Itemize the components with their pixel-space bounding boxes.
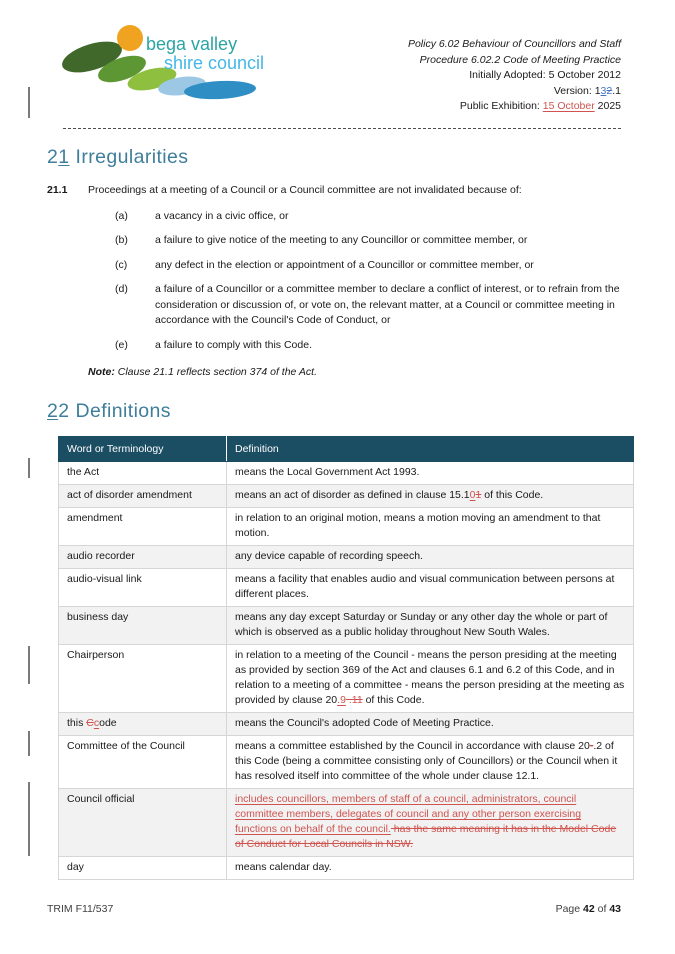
list-item-label: (b) (115, 234, 128, 246)
definition-cell: any device capable of recording speech. (227, 546, 634, 569)
document-meta (301, 37, 621, 115)
term-cell: act of disorder amendment (59, 485, 227, 508)
page-content (47, 146, 625, 880)
council-logo-icon (60, 24, 282, 100)
note-text: Clause 21.1 reflects section 374 of the Act. (114, 366, 317, 378)
definition-cell: means calendar day. (227, 857, 634, 880)
definition-cell: in relation to an original motion, means a motion moving an amendment to that motion. (227, 508, 634, 546)
column-header-term: Word or Terminology (59, 437, 227, 462)
svg-text:bega valley: bega valley (146, 34, 238, 54)
clause-21-1 (47, 183, 621, 199)
council-logo (60, 24, 282, 100)
table-row (59, 736, 634, 789)
definition-cell: in relation to a meeting of the Council - means the person presiding at the meeting as provided by section 369 of the Act and clauses 6.1 and 6.2 of this Code, and in relation to a meeting of a committee - means the person presiding at the meeting as provided by clause 20.9 .11 of this Code. (227, 645, 634, 713)
public-exhibition-line: Public Exhibition: 15 October 2025 (459, 100, 621, 113)
definition-cell: means an act of disorder as defined in clause 15.101 of this Code. (227, 485, 634, 508)
column-header-definition: Definition (227, 437, 634, 462)
term-cell: Committee of the Council (59, 736, 227, 789)
policy-title: Policy 6.02 Behaviour of Councillors and Staff (407, 38, 621, 50)
change-bar (28, 731, 30, 756)
list-item-text: a vacancy in a civic office, or (155, 209, 289, 222)
table-row (59, 607, 634, 645)
list-item-text: a failure to give notice of the meeting to any Councillor or committee member, or (155, 234, 528, 246)
definition-cell: means the Council's adopted Code of Meeting Practice. (227, 713, 634, 736)
change-bar (28, 646, 30, 684)
definition-cell: means a committee established by the Council in accordance with clause 20-.2 of this Code (being a committee consisting only of Councillors) or the Council when it has resolved itself into committee of the whole under clause 12.1. (227, 736, 634, 789)
term-cell: business day (59, 607, 227, 645)
list-item-label: (e) (115, 338, 128, 351)
table-row (59, 789, 634, 857)
term-cell: Council official (59, 789, 227, 857)
term-cell: audio recorder (59, 546, 227, 569)
list-item-label: (a) (115, 209, 128, 222)
section-21-title: Irregularities (75, 146, 189, 168)
clause-note (88, 365, 621, 380)
list-item-text: a failure of a Councillor or a committee member to declare a conflict of interest, or to refrain from the consideration or discussion of, or vote on, the relevant matter, at a Council or committee meeting in accordance with the Council's Code of Conduct, or (155, 283, 620, 326)
definition-cell: means any day except Saturday or Sunday or any other day the whole or part of which is observed as a public holiday throughout New South Wales. (227, 607, 634, 645)
page-current: 42 (583, 903, 595, 915)
list-item-label: (c) (115, 258, 128, 271)
term-cell: day (59, 857, 227, 880)
definition-cell: includes councillors, members of staff of a council, administrators, council committee members, delegates of council and any other person exercising functions on behalf of the council. has the same meaning it has in the Model Code of Conduct for Local Councils in NSW. (227, 789, 634, 857)
section-21-heading (47, 146, 621, 169)
change-bar (28, 782, 30, 856)
procedure-title: Procedure 6.02.2 Code of Meeting Practice (419, 53, 621, 66)
section-22-number: 22 (47, 400, 70, 422)
list-item (115, 258, 621, 274)
change-bar (28, 87, 30, 118)
table-row (59, 645, 634, 713)
table-header-row (59, 437, 634, 462)
definition-cell: means the Local Government Act 1993. (227, 462, 634, 485)
term-cell: Chairperson (59, 645, 227, 713)
table-row (59, 546, 634, 569)
page-of: of (594, 903, 610, 915)
initially-adopted-line: Initially Adopted: 5 October 2012 (469, 69, 621, 82)
list-item-text: any defect in the election or appointment of a Councillor or committee member, or (155, 258, 534, 271)
list-item (115, 282, 621, 329)
term-cell: amendment (59, 508, 227, 546)
table-row (59, 462, 634, 485)
list-item-text: a failure to comply with this Code. (155, 338, 312, 351)
list-item (115, 233, 621, 249)
table-row (59, 857, 634, 880)
change-bar (28, 458, 30, 478)
header-divider (63, 128, 621, 129)
list-item-label: (d) (115, 283, 128, 295)
term-cell: audio-visual link (59, 569, 227, 607)
table-row (59, 569, 634, 607)
clause-text: Proceedings at a meeting of a Council or a Council committee are not invalidated because of: (88, 184, 522, 196)
page-number (556, 903, 621, 915)
section-22-title: Definitions (75, 400, 171, 422)
page-total: 43 (609, 903, 621, 915)
table-row (59, 713, 634, 736)
list-item (115, 338, 621, 354)
page-prefix: Page (555, 903, 584, 915)
term-cell: the Act (59, 462, 227, 485)
table-row (59, 508, 634, 546)
term-cell: this Ccode (59, 713, 227, 736)
trim-reference: TRIM F11/537 (47, 903, 114, 915)
version-line: Version: 132.1 (553, 84, 621, 97)
svg-text:shire council: shire council (164, 53, 265, 73)
list-item (115, 209, 621, 225)
note-label: Note: (88, 366, 115, 378)
definitions-table (58, 436, 634, 880)
section-21-number: 21 (47, 146, 70, 168)
clause-number: 21.1 (47, 184, 68, 196)
section-22-heading (47, 400, 621, 423)
table-row (59, 485, 634, 508)
definition-cell: means a facility that enables audio and visual communication between persons at different places. (227, 569, 634, 607)
